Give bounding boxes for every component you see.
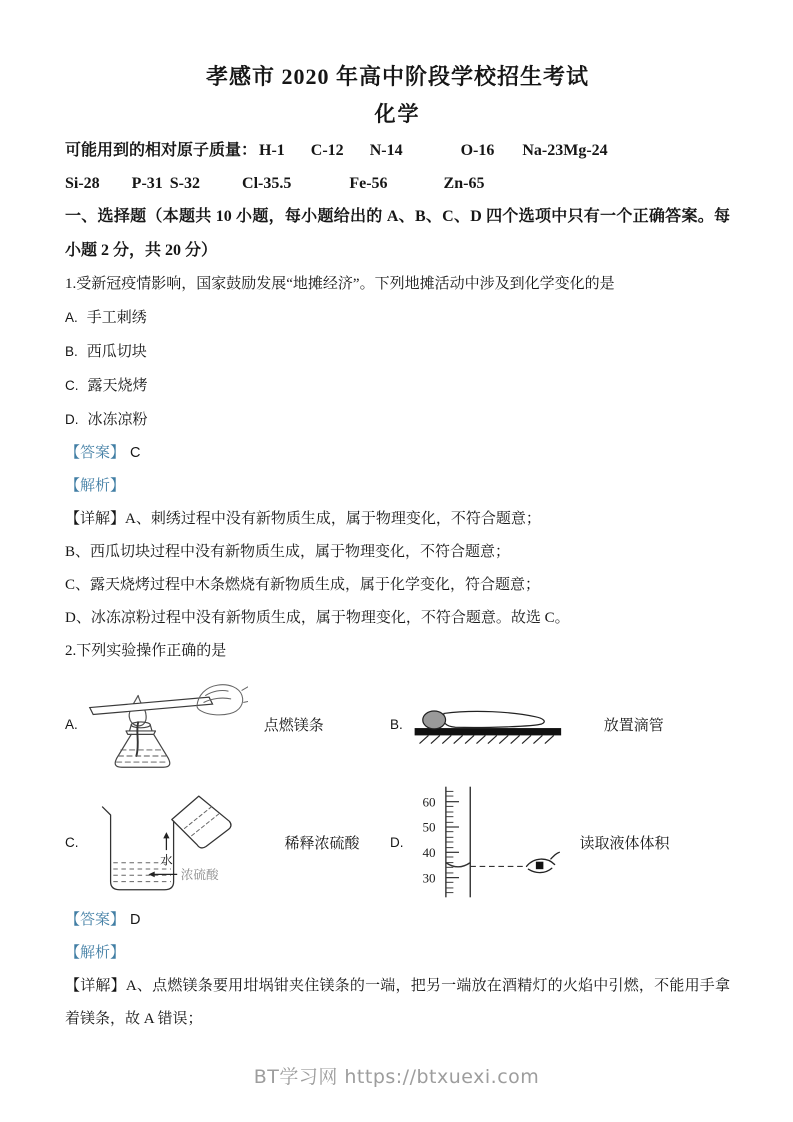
atomic-mass-item: N-14 [369,142,403,159]
section-heading: 一、选择题（本题共 10 小题，每小题给出的 A、B、C、D 四个选项中只有一个正确答案。每小题 2 分，共 20 分） [65,208,730,259]
option-text: 露天烧烤 [87,378,148,394]
scale-number-50: 50 [421,819,436,835]
q2-stem: 2.下列实验操作正确的是 [65,643,227,659]
table-icon [414,728,561,743]
atomic-mass-item: C-12 [310,142,344,159]
q2-figure-row-cd [65,780,730,904]
answer-tag: 【答案】 [65,445,126,461]
scale-number-40: 40 [421,845,436,860]
option-text: 冰冻凉粉 [87,412,148,428]
atomic-mass-item: Cl-35.5 [242,175,292,192]
scale-ticks [445,791,458,892]
answer-value: C [130,445,141,461]
q1-answer-line [65,437,730,470]
q2-figure-row-ab [65,668,730,780]
option-letter: A. [65,716,78,732]
atomic-mass-item: Mg-24 [563,142,608,159]
alcohol-lamp-figure [88,675,248,773]
graduated-cylinder-figure [414,781,564,903]
q2-figure-c [65,781,390,903]
q1-detail-line: B、西瓜切块过程中没有新物质生成，属于物理变化，不符合题意； [65,544,511,560]
atomic-mass-line-1 [65,134,730,167]
option-text: 手工刺绣 [86,310,147,326]
q1-detail-line: D、冰冻凉粉过程中没有新物质生成，属于物理变化，不符合题意。故选 C。 [65,610,570,626]
q1-option-b [65,335,730,369]
pouring-beaker-icon [171,796,230,848]
q2-answer-line [65,904,730,937]
analysis-tag: 【解析】 [65,478,126,494]
atomic-mass-item: Si-28 [65,175,100,192]
q2-figure-d [390,781,730,903]
acid-label: 浓硫酸 [180,867,219,882]
dropper-figure [413,697,588,751]
q2-figure-a [65,675,390,773]
scale-number-60: 60 [421,794,436,810]
scale-number-30: 30 [421,870,436,886]
q1-detail-line: 【详解】A、刺绣过程中没有新物质生成，属于物理变化，不符合题意； [65,511,541,527]
atomic-mass-item: Na-23 [522,142,564,159]
analysis-tag: 【解析】 [65,945,126,961]
atomic-mass-intro: 可能用到的相对原子质量： [65,142,258,159]
answer-tag: 【答案】 [65,912,126,928]
option-letter: C. [65,834,79,850]
q1-stem: 1.受新冠疫情影响，国家鼓励发展“地摊经济”。下列地摊活动中涉及到化学变化的是 [65,276,615,292]
q1-analysis-line [65,470,730,503]
atomic-mass-item: H-1 [259,142,285,159]
atomic-mass-line-2 [65,167,730,200]
q2-detail-line: 【详解】A、点燃镁条要用坩埚钳夹住镁条的一端，把另一端放在酒精灯的火焰中引燃，不能用手拿着镁条，故 A 错误； [65,978,730,1027]
option-letter: C. [65,378,79,393]
option-letter: A. [65,310,78,325]
q2-figure-b [390,697,730,751]
atomic-mass-item: S-32 [169,175,201,192]
option-letter: B. [390,716,403,732]
acid-arrow-icon [148,872,177,878]
dilution-figure [89,781,269,903]
meniscus-icon [445,863,469,867]
subject-title: 化学 [374,102,421,126]
q1-option-a [65,301,730,335]
q1-option-c [65,369,730,403]
atomic-mass-item: Zn-65 [443,175,485,192]
q2-analysis-line [65,937,730,970]
figure-caption: 点燃镁条 [263,717,324,734]
page-title: 孝感市 2020 年高中阶段学校招生考试 [205,64,589,89]
dropper-icon [423,711,544,729]
water-label: 水 [159,853,173,868]
option-letter: D. [65,412,79,427]
figure-caption: 稀释浓硫酸 [284,835,360,852]
q1-detail-line: C、露天烧烤过程中木条燃烧有新物质生成，属于化学变化，符合题意； [65,577,541,593]
magnesium-strip-icon [89,697,212,714]
alcohol-lamp-icon [115,722,170,767]
eye-icon [526,852,559,872]
water-arrow-icon [163,832,169,850]
q1-option-d [65,403,730,437]
option-text: 西瓜切块 [86,344,147,360]
atomic-mass-item: P-31 [131,175,163,192]
figure-caption: 放置滴管 [603,717,664,734]
beaker-icon [102,807,173,890]
option-letter: B. [65,344,78,359]
answer-value: D [130,912,141,928]
atomic-mass-item: O-16 [460,142,495,159]
atomic-mass-item: Fe-56 [349,175,388,192]
watermark-footer: BT学习网 https://btxuexi.com [253,1066,540,1088]
option-letter: D. [390,834,404,850]
figure-caption: 读取液体体积 [579,835,670,852]
